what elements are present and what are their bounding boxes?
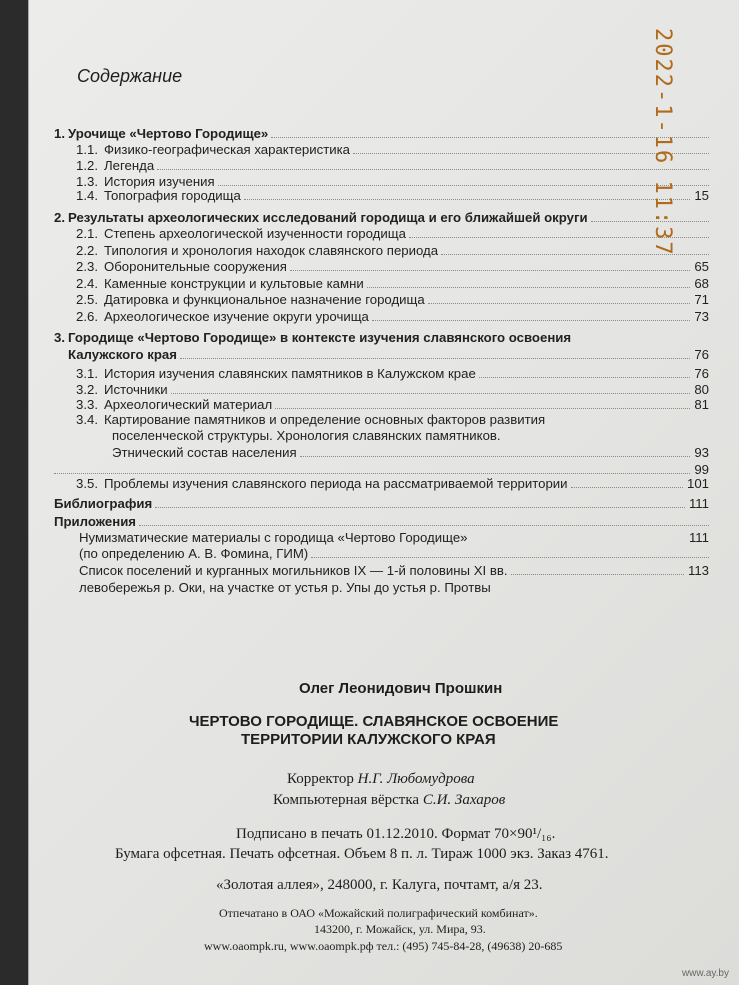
toc-label: Археологический материал: [104, 397, 273, 412]
toc-label: Калужского края: [68, 347, 177, 362]
toc-page: 99: [694, 462, 709, 477]
toc-leader-dots: [479, 377, 690, 378]
toc-entry: [54, 514, 709, 531]
toc-entry: [54, 428, 709, 445]
timestamp-overlay: 2022-1-16 11:37: [650, 28, 675, 257]
toc-entry: [54, 210, 709, 227]
toc-label: Топография городища: [104, 188, 241, 203]
book-title-line1: ЧЕРТОВО ГОРОДИЩЕ. СЛАВЯНСКОЕ ОСВОЕНИЕ: [189, 713, 559, 730]
toc-label: Нумизматические материалы с городища «Чертово Городище»: [79, 530, 468, 545]
toc-page: 65: [694, 259, 709, 274]
toc-leader-dots: [367, 287, 690, 288]
toc-entry: [54, 476, 709, 493]
toc-label: Легенда: [104, 158, 155, 173]
toc-leader-dots: [311, 557, 709, 558]
toc-label: Датировка и функциональное назначение городища: [104, 292, 425, 307]
toc-leader-dots: [372, 320, 690, 321]
toc-number: 2.5.: [76, 292, 98, 307]
toc-page: 80: [694, 382, 709, 397]
corrector-line: [287, 771, 475, 788]
toc-number: 2.6.: [76, 309, 98, 324]
toc-entry: [54, 347, 709, 364]
toc-entry: [54, 330, 709, 347]
toc-title: Содержание: [77, 66, 183, 86]
toc-number: 2.2.: [76, 243, 98, 258]
toc-leader-dots: [300, 456, 690, 457]
corrector-label: Корректор: [287, 771, 354, 787]
toc-leader-dots: [155, 507, 685, 508]
toc-entry: [54, 563, 709, 580]
toc-entry: [54, 292, 709, 309]
toc-entry: [54, 445, 709, 462]
toc-number: 3.: [54, 330, 65, 345]
toc-page: 81: [694, 397, 709, 412]
toc-leader-dots: [218, 185, 709, 186]
toc-entry: [54, 309, 709, 326]
toc-label: Городище «Чертово Городище» в контексте изучения славянского освоения: [68, 330, 572, 345]
toc-page: 68: [694, 276, 709, 291]
toc-page: 101: [686, 476, 709, 491]
toc-number: 2.1.: [76, 226, 98, 241]
toc-number: 3.3.: [76, 397, 98, 412]
toc-entry: [54, 126, 709, 143]
toc-entry: [54, 546, 709, 563]
toc-number: 1.4.: [76, 188, 98, 203]
toc-label: История изучения славянских памятников в Калужском крае: [104, 366, 476, 381]
toc-number: 3.4.: [76, 412, 98, 427]
toc-label: Список поселений и курганных могильников IX — 1-й половины XI вв.: [79, 563, 508, 578]
toc-entry: [54, 142, 709, 159]
toc-entry: [54, 412, 709, 429]
toc-number: 1.2.: [76, 158, 98, 173]
toc-leader-dots: [171, 393, 690, 394]
toc-label: Картирование памятников и определение основных факторов развития: [104, 412, 546, 427]
toc-label: Степень археологической изученности городища: [104, 226, 406, 241]
layout-name: С.И. Захаров: [422, 792, 506, 808]
book-title-line2: ТЕРРИТОРИИ КАЛУЖСКОГО КРАЯ: [241, 731, 496, 748]
toc-entry: [54, 580, 709, 597]
author-name: Олег Леонидович Прошкин: [299, 680, 503, 697]
toc-leader-dots: [428, 303, 690, 304]
toc-label: Каменные конструкции и культовые камни: [104, 276, 364, 291]
toc-label: Этнический состав населения: [112, 445, 297, 460]
toc-number: 2.: [54, 210, 65, 225]
toc-leader-dots: [271, 137, 709, 138]
toc-entry: [54, 158, 709, 175]
toc-entry: [54, 243, 709, 260]
toc-leader-dots: [139, 525, 709, 526]
layout-line: [273, 792, 505, 809]
toc-number: 1.3.: [76, 174, 98, 189]
toc-leader-dots: [54, 473, 690, 474]
toc-entry: [54, 530, 709, 547]
publisher-line: «Золотая аллея», 248000, г. Калуга, почтамт, а/я 23.: [216, 877, 543, 893]
toc-label: Приложения: [54, 514, 137, 529]
printer-line: Отпечатано в ОАО «Можайский полиграфический комбинат».: [219, 906, 538, 920]
toc-entry: [54, 366, 709, 383]
toc-number: 1.1.: [76, 142, 98, 157]
paper-line: Бумага офсетная. Печать офсетная. Объем 8 п. л. Тираж 1000 экз. Заказ 4761.: [115, 846, 609, 862]
watermark: www.ay.by: [681, 968, 729, 979]
toc-leader-dots: [511, 574, 684, 575]
layout-label: Компьютерная вёрстка: [273, 792, 420, 808]
toc-leader-dots: [275, 408, 690, 409]
toc-entry: [54, 226, 709, 243]
toc-entry: [54, 276, 709, 293]
signed-line: Подписано в печать 01.12.2010. Формат 70×90¹/₁₆.: [236, 826, 556, 842]
toc-label: История изучения: [104, 174, 215, 189]
toc-page: 113: [687, 563, 709, 578]
toc-page: 93: [694, 445, 709, 460]
toc-leader-dots: [180, 358, 690, 359]
toc-page: 73: [694, 309, 709, 324]
toc-label: Физико-географическая характеристика: [104, 142, 351, 157]
toc-number: 3.2.: [76, 382, 98, 397]
toc-label: Проблемы изучения славянского периода на рассматриваемой территории: [104, 476, 568, 491]
toc-leader-dots: [157, 169, 709, 170]
toc-label: (по определению А. В. Фомина, ГИМ): [79, 546, 309, 561]
toc-number: 2.3.: [76, 259, 98, 274]
toc-label: левобережья р. Оки, на участке от устья р. Упы до устья р. Протвы: [79, 580, 491, 595]
toc-label: Источники: [104, 382, 168, 397]
toc-page: 76: [694, 366, 709, 381]
toc-label: поселенческой структуры. Хронология славянских памятников.: [112, 428, 501, 443]
toc-entry: [54, 259, 709, 276]
toc-number: 1.: [54, 126, 65, 141]
corrector-name: Н.Г. Любомудрова: [357, 771, 475, 787]
toc-page: 15: [694, 188, 709, 203]
toc-label: Типология и хронология находок славянского периода: [104, 243, 439, 258]
toc-label: Оборонительные сооружения: [104, 259, 287, 274]
toc-number: 3.5.: [76, 476, 98, 491]
toc-label: Урочище «Чертово Городище»: [68, 126, 269, 141]
toc-leader-dots: [571, 487, 683, 488]
toc-page: 71: [694, 292, 709, 307]
toc-entry: [54, 496, 709, 513]
toc-number: 3.1.: [76, 366, 98, 381]
book-page: [28, 0, 739, 985]
toc-page: 111: [688, 496, 709, 511]
toc-number: 2.4.: [76, 276, 98, 291]
toc-page: 76: [694, 347, 709, 362]
toc-entry: [54, 188, 709, 205]
toc-leader-dots: [290, 270, 690, 271]
toc-label: Археологическое изучение округи урочища: [104, 309, 369, 324]
toc-label: Библиография: [54, 496, 153, 511]
toc-leader-dots: [244, 199, 690, 200]
printer-address: 143200, г. Можайск, ул. Мира, 93.: [314, 922, 486, 936]
printer-web: www.oaompk.ru, www.oaompk.рф тел.: (495) 745-84-28, (49638) 20-685: [204, 939, 563, 953]
toc-label: Результаты археологических исследований городища и его ближайшей округи: [68, 210, 588, 225]
toc-page: 111: [688, 530, 709, 545]
